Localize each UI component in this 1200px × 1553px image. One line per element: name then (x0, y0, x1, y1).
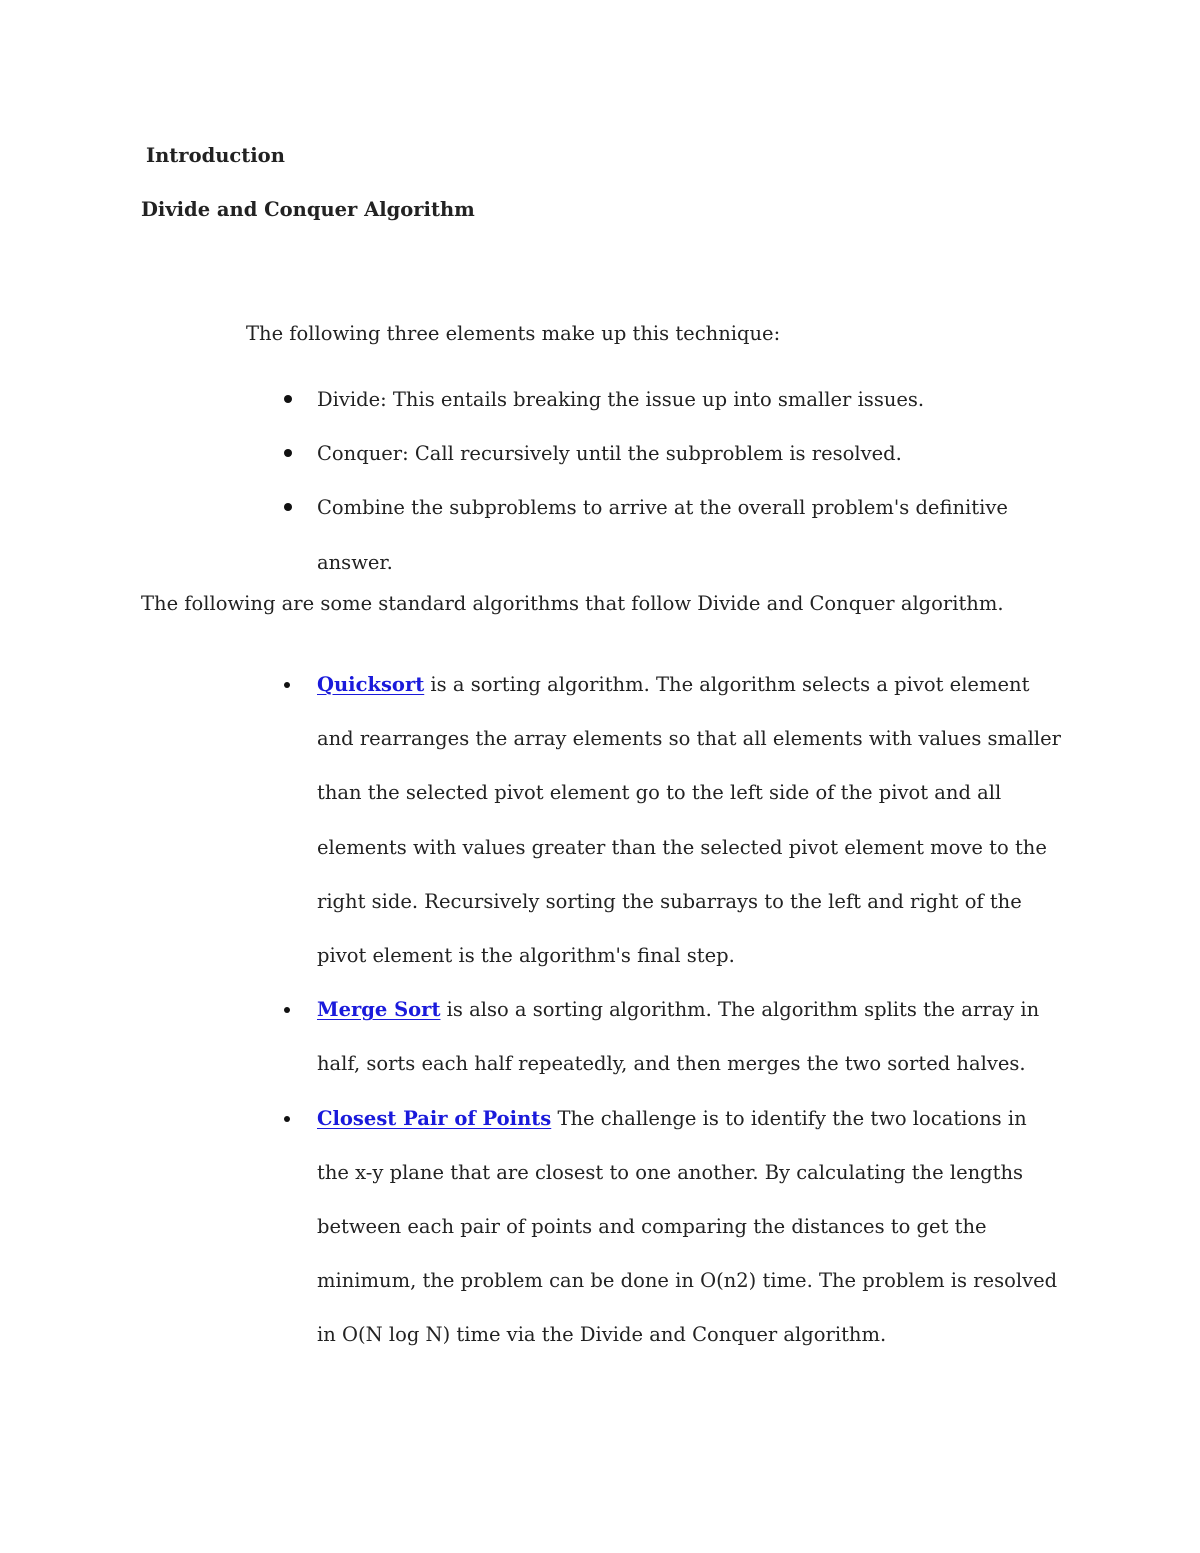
algorithm-merge-sort-paragraph (317, 998, 1039, 1075)
standard-algorithms-list (317, 658, 1062, 1363)
bullet-icon (284, 449, 292, 457)
element-conquer-text: Conquer: Call recursively until the subproblem is resolved. (317, 442, 902, 466)
merge-sort-description: is also a sorting algorithm. The algorithm splits the array in half, sorts each half repeatedly, and then merges the two sorted halves. (317, 998, 1040, 1076)
bullet-icon (284, 682, 290, 688)
list-item (317, 427, 1057, 481)
bullet-icon (284, 395, 292, 403)
merge-sort-link[interactable]: Merge Sort (317, 998, 441, 1022)
algorithm-closest-pair-paragraph (317, 1107, 1057, 1347)
standard-algorithms-intro: The following are some standard algorithms that follow Divide and Conquer algorithm. (141, 592, 1004, 615)
technique-elements-list (317, 373, 1057, 590)
bullet-icon (284, 1007, 290, 1013)
bullet-icon (284, 1116, 290, 1122)
list-item (317, 658, 1062, 983)
quicksort-link[interactable]: Quicksort (317, 673, 425, 696)
element-divide-text: Divide: This entails breaking the issue up into smaller issues. (317, 388, 925, 411)
heading-divide-and-conquer: Divide and Conquer Algorithm (141, 198, 475, 221)
algorithm-quicksort-paragraph (317, 673, 1061, 967)
list-item (317, 1092, 1062, 1363)
list-item (317, 983, 1062, 1091)
closest-pair-description: The challenge is to identify the two locations in the x-y plane that are closest to one another. By calculating the lengths between each pair of points and comparing the distances to get the minimum, the problem can be done in O(n2) time. The problem is resolved in O(N log N) time via the Divide and Conquer algorithm. (317, 1106, 1058, 1347)
bullet-icon (284, 503, 292, 511)
closest-pair-link[interactable]: Closest Pair of Points (317, 1106, 552, 1130)
list-item (317, 373, 1057, 427)
heading-introduction: Introduction (146, 144, 285, 167)
list-item (317, 481, 1057, 589)
elements-intro-sentence: The following three elements make up this technique: (246, 322, 781, 345)
element-combine-text: Combine the subproblems to arrive at the overall problem's definitive answer. (317, 496, 1008, 574)
quicksort-description: is a sorting algorithm. The algorithm selects a pivot element and rearranges the array elements so that all elements with values smaller than the selected pivot element go to the left side of the pivot and all elements with values greater than the selected pivot element move to the right side. Recursively sorting the subarrays to the left and right of the pivot element is the algorithm's final step. (317, 673, 1062, 968)
